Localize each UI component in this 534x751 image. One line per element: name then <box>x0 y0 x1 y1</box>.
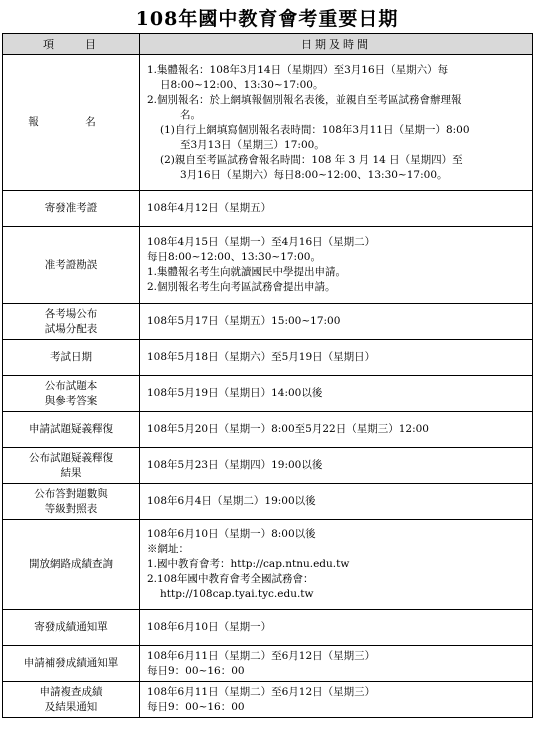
item-label: 寄發准考證 <box>44 202 98 214</box>
detail-line: 2.個別報名：於上網填報個別報名表後，並親自至考區試務會辦理報 <box>147 93 462 106</box>
table-row <box>3 376 533 412</box>
header-item: 項 目 <box>3 34 140 55</box>
detail-line: ※網址： <box>147 543 189 555</box>
row-details <box>140 55 533 191</box>
header-date: 日期及時間 <box>140 34 533 55</box>
detail-line: 1.國中教育會考：http://cap.ntnu.edu.tw <box>147 558 350 570</box>
table-row <box>3 412 533 448</box>
detail-line: 108年5月19日（星期日）14:00以後 <box>147 387 323 399</box>
detail-line: 名。 <box>180 108 201 121</box>
row-item <box>3 520 140 610</box>
detail-line: 108年6月11日（星期二）至6月12日（星期三） <box>147 685 376 698</box>
item-label: 准考證勘誤 <box>44 258 98 271</box>
table-row <box>3 191 533 227</box>
item-label: 與參考答案 <box>44 394 98 407</box>
table-row <box>3 610 533 646</box>
item-label: 及結果通知 <box>44 700 98 713</box>
detail-line: 1.集體報名：108年3月14日（星期四）至3月16日（星期六）每 <box>147 63 449 76</box>
table-row <box>3 55 533 191</box>
detail-line: 108年5月18日（星期六）至5月19日（星期日） <box>147 351 376 363</box>
detail-line: 108年5月23日（星期四）19:00以後 <box>147 459 323 471</box>
detail-line: 108年5月17日（星期五）15:00~17:00 <box>147 315 341 327</box>
row-item <box>3 304 140 340</box>
row-details <box>140 646 533 682</box>
row-item <box>3 484 140 520</box>
table-row <box>3 520 533 610</box>
detail-line: 至3月13日（星期三）17:00。 <box>180 138 325 151</box>
detail-line: 2.個別報名考生向考區試務會提出申請。 <box>147 281 336 293</box>
item-label: 公布試題疑義釋復 <box>29 451 113 464</box>
table-header-row <box>3 34 533 55</box>
row-item <box>3 376 140 412</box>
detail-line: 日8:00~12:00、13:30~17:00。 <box>160 78 324 91</box>
detail-line: 108年4月12日（星期五） <box>147 202 272 214</box>
detail-line: 1.集體報名考生向就讀國民中學提出申請。 <box>147 266 347 278</box>
row-details <box>140 376 533 412</box>
row-item <box>3 448 140 484</box>
detail-line: (1)自行上網填寫個別報名表時間：108年3月11日（星期一）8:00 <box>160 123 470 136</box>
row-details <box>140 520 533 610</box>
detail-line: 2.108年國中教育會考全國試務會： <box>147 573 314 585</box>
table-row <box>3 448 533 484</box>
row-details <box>140 484 533 520</box>
item-label: 結果 <box>60 466 82 479</box>
item-label: 公布答對題數與 <box>34 487 108 500</box>
item-label: 各考場公布 <box>44 307 98 320</box>
item-label: 等級對照表 <box>44 502 98 515</box>
row-details <box>140 191 533 227</box>
detail-line: 每日8:00~12:00、13:30~17:00。 <box>147 251 321 263</box>
item-label: 申請補發成績通知單 <box>23 657 119 669</box>
detail-line: 108年6月11日（星期二）至6月12日（星期三） <box>147 649 376 662</box>
row-details <box>140 682 533 718</box>
detail-line: 108年6月10日（星期一）8:00以後 <box>147 528 316 540</box>
row-details <box>140 448 533 484</box>
table-row <box>3 340 533 376</box>
detail-line: 108年6月10日（星期一） <box>147 621 272 633</box>
row-item <box>3 610 140 646</box>
item-label: 試場分配表 <box>44 322 98 335</box>
row-details <box>140 412 533 448</box>
table-row <box>3 304 533 340</box>
detail-line: 3月16日（星期六）每日8:00~12:00、13:30~17:00。 <box>180 168 448 181</box>
detail-line: 108年6月4日（星期二）19:00以後 <box>147 495 316 507</box>
row-item <box>3 412 140 448</box>
table-row <box>3 682 533 718</box>
item-label: 申請複查成績 <box>39 685 103 698</box>
detail-line: http://108cap.tyai.tyc.edu.tw <box>160 588 314 600</box>
detail-line: (2)親自至考區試務會報名時間：108 年 3 月 14 日（星期四）至 <box>160 153 463 166</box>
row-item <box>3 55 140 191</box>
item-label: 申請試題疑義釋復 <box>29 423 113 435</box>
row-item <box>3 227 140 304</box>
row-item <box>3 340 140 376</box>
item-label: 考試日期 <box>50 351 92 363</box>
detail-line: 108年5月20日（星期一）8:00至5月22日（星期三）12:00 <box>147 423 429 435</box>
table-row <box>3 646 533 682</box>
item-label: 公布試題本 <box>44 379 98 392</box>
item-label: 寄發成績通知單 <box>34 621 108 633</box>
detail-line: 108年4月15日（星期一）至4月16日（星期二） <box>147 236 376 248</box>
detail-line: 每日9：00~16：00 <box>147 664 245 677</box>
item-label: 報 名 <box>28 116 114 128</box>
schedule-table <box>2 33 533 718</box>
item-label: 開放網路成績查詢 <box>29 558 113 570</box>
row-item <box>3 682 140 718</box>
row-details <box>140 610 533 646</box>
page-title: 108年國中教育會考重要日期 <box>135 8 399 30</box>
row-details <box>140 227 533 304</box>
table-row <box>3 484 533 520</box>
row-details <box>140 340 533 376</box>
table-row <box>3 227 533 304</box>
row-item <box>3 191 140 227</box>
detail-line: 每日9：00~16：00 <box>147 700 245 713</box>
row-details <box>140 304 533 340</box>
row-item <box>3 646 140 682</box>
